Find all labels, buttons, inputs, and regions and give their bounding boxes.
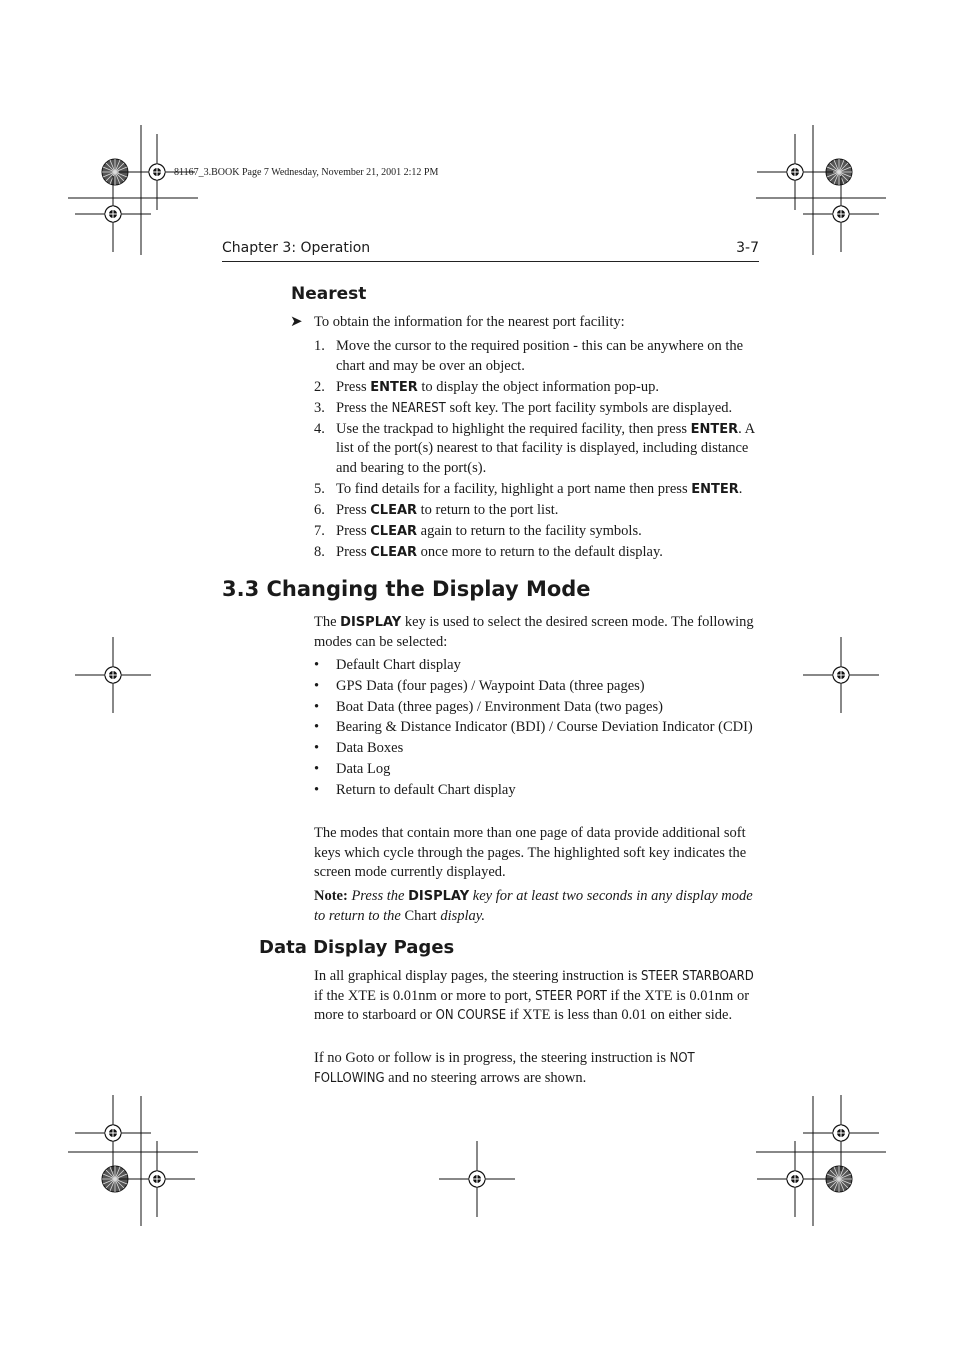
key-clear: CLEAR bbox=[370, 523, 418, 539]
key-clear: CLEAR bbox=[370, 544, 418, 560]
key-enter: ENTER bbox=[691, 481, 739, 497]
data-display-heading: Data Display Pages bbox=[259, 937, 455, 958]
key-display: DISPLAY bbox=[340, 615, 402, 630]
print-slug: 81167_3.BOOK Page 7 Wednesday, November 21, 2001 2:12 PM bbox=[174, 167, 439, 178]
step-item: 2. Press ENTER to display the object information pop-up. bbox=[314, 378, 659, 395]
no-goto-paragraph: If no Goto or follow is in progress, the steering instruction is NOT FOLLOWING and no steering arrows are shown. bbox=[314, 1050, 695, 1086]
key-enter: ENTER bbox=[370, 379, 418, 395]
key-enter: ENTER bbox=[690, 421, 739, 437]
step-item: 8. Press CLEAR once more to return to the default display. bbox=[314, 543, 663, 560]
modes-paragraph: The modes that contain more than one page of data provide additional soft keys which cycle through the pages. The highlighted soft key indicates the screen mode currently displayed. bbox=[314, 825, 747, 880]
step-item: 5. To find details for a facility, highlight a port name then press ENTER. bbox=[314, 480, 743, 497]
list-item: • Data Log bbox=[314, 760, 391, 777]
step-item: 3. Press the NEAREST soft key. The port facility symbols are displayed. bbox=[314, 399, 733, 416]
step-item: 6. Press CLEAR to return to the port list. bbox=[314, 501, 559, 518]
steering-paragraph: In all graphical display pages, the steering instruction is STEER STARBOARD if the XTE is 0.01nm or more to port, STEER PORT if the XTE is 0.01nm or more to starboard or ON COURSE if XTE is less than 0.01 on either side. bbox=[314, 968, 754, 1023]
note-label: Note: bbox=[314, 888, 348, 904]
softkey-nearest: NEAREST bbox=[391, 400, 446, 416]
list-item: • Return to default Chart display bbox=[314, 781, 516, 798]
page-number: 3-7 bbox=[736, 240, 759, 256]
list-item: • Data Boxes bbox=[314, 740, 404, 757]
display-intro: The DISPLAY key is used to select the desired screen mode. The following modes can be selected: bbox=[314, 614, 754, 650]
list-item: • Boat Data (three pages) / Environment Data (two pages) bbox=[314, 698, 663, 715]
key-display: DISPLAY bbox=[408, 889, 470, 904]
step-item: 7. Press CLEAR again to return to the facility symbols. bbox=[314, 522, 642, 539]
note-paragraph: Note: Press the DISPLAY key for at least two seconds in any display mode to return to the Chart display. bbox=[314, 888, 753, 924]
nearest-steps bbox=[314, 337, 760, 564]
section-heading: 3.3 Changing the Display Mode bbox=[222, 577, 591, 601]
running-header bbox=[222, 240, 759, 262]
chapter-title: Chapter 3: Operation bbox=[222, 240, 371, 256]
step-item: 4. Use the trackpad to highlight the required facility, then press ENTER. A list of the port(s) nearest to that facility is displayed, including distance and bearing to the port(s). bbox=[314, 420, 755, 476]
procedure-arrow-icon: ➤ bbox=[290, 314, 303, 330]
display-modes-list bbox=[314, 656, 760, 802]
key-clear: CLEAR bbox=[370, 502, 418, 518]
nearest-heading: Nearest bbox=[291, 284, 367, 304]
procedure-intro: To obtain the information for the nearest port facility: bbox=[314, 314, 625, 330]
step-item: 1. Move the cursor to the required position - this can be anywhere on the chart and may be over an object. bbox=[314, 338, 744, 374]
list-item: • GPS Data (four pages) / Waypoint Data (three pages) bbox=[314, 677, 645, 694]
list-item: • Default Chart display bbox=[314, 657, 461, 673]
list-item: • Bearing & Distance Indicator (BDI) / Course Deviation Indicator (CDI) bbox=[314, 719, 753, 736]
